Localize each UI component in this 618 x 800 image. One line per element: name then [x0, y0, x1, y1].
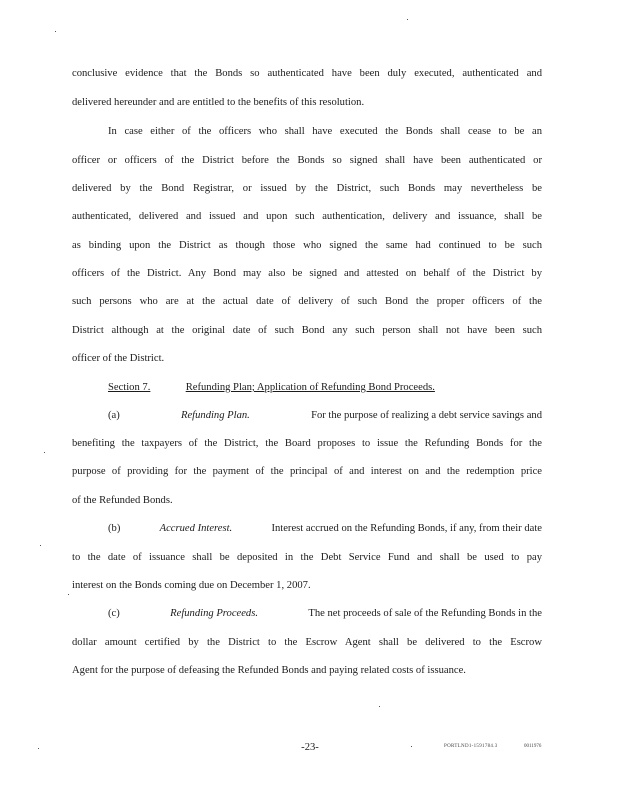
- paragraph-text: For the purpose of realizing a debt service savings and: [311, 410, 542, 421]
- paragraph-line: Agent for the purpose of defeasing the Refunded Bonds and paying related costs of issuance.: [72, 665, 466, 676]
- paragraph-line: delivered hereunder and are entitled to the benefits of this resolution.: [72, 97, 365, 108]
- scan-speck: [411, 746, 412, 747]
- scan-speck: [55, 31, 56, 32]
- paragraph-line: officer of the District.: [72, 353, 165, 364]
- scan-speck: [40, 545, 41, 546]
- paragraph-line: officers of the District. Any Bond may also be signed and attested on behalf of the District by: [72, 268, 542, 279]
- paragraph-text: Interest accrued on the Refunding Bonds, if any, from their date: [271, 523, 542, 534]
- document-id: PORTLND1-1591784.3: [444, 744, 498, 749]
- document-code: 0011976: [524, 744, 542, 749]
- subsection-c-first-line: [108, 607, 542, 621]
- scan-speck: [38, 748, 39, 749]
- subsection-heading: Refunding Proceeds.: [170, 608, 259, 619]
- subsection-b-first-line: [108, 522, 542, 536]
- subsection-heading: Refunding Plan.: [180, 410, 250, 421]
- section-heading: [108, 381, 435, 395]
- paragraph-line: In case either of the officers who shall have executed the Bonds shall cease to be an: [108, 126, 542, 137]
- paragraph-line: officer or officers of the District before the Bonds so signed shall have been authenticated or: [72, 155, 542, 166]
- subsection-label: (c): [108, 608, 120, 619]
- scan-speck: [68, 594, 69, 595]
- scan-speck: [407, 19, 408, 20]
- subsection-a-first-line: [108, 409, 542, 423]
- paragraph-line: dollar amount certified by the District to the Escrow Agent shall be delivered to the Escrow: [72, 637, 542, 648]
- subsection-label: (b): [108, 523, 121, 534]
- section-number: Section 7.: [108, 382, 151, 393]
- scan-speck: [44, 452, 45, 453]
- paragraph-line: conclusive evidence that the Bonds so authenticated have been duly executed, authenticated and: [72, 68, 542, 79]
- section-title: Refunding Plan; Application of Refunding Bond Proceeds.: [185, 382, 435, 393]
- subsection-label: (a): [108, 410, 120, 421]
- paragraph-line: delivered by the Bond Registrar, or issued by the District, such Bonds may nevertheless be: [72, 183, 542, 194]
- paragraph-line: authenticated, delivered and issued and upon such authentication, delivery and issuance, shall be: [72, 211, 542, 222]
- paragraph-line: purpose of providing for the payment of the principal of and interest on and the redemption price: [72, 466, 542, 477]
- paragraph-text: The net proceeds of sale of the Refunding Bonds in the: [308, 608, 542, 619]
- paragraph-line: such persons who are at the actual date of delivery of such Bond the proper officers of the: [72, 296, 542, 307]
- paragraph-line: District although at the original date of such Bond any such person shall not have been such: [72, 325, 542, 336]
- paragraph-line: benefiting the taxpayers of the District, the Board proposes to issue the Refunding Bonds for the: [72, 438, 542, 449]
- paragraph-line: to the date of issuance shall be deposited in the Debt Service Fund and shall be used to pay: [72, 552, 542, 563]
- subsection-heading: Accrued Interest.: [159, 523, 233, 534]
- paragraph-line: of the Refunded Bonds.: [72, 495, 173, 506]
- page-number: -23-: [301, 742, 319, 753]
- paragraph-line: as binding upon the District as though those who signed the same had continued to be such: [72, 240, 542, 251]
- scan-speck: [379, 706, 380, 707]
- paragraph-line: interest on the Bonds coming due on December 1, 2007.: [72, 580, 311, 591]
